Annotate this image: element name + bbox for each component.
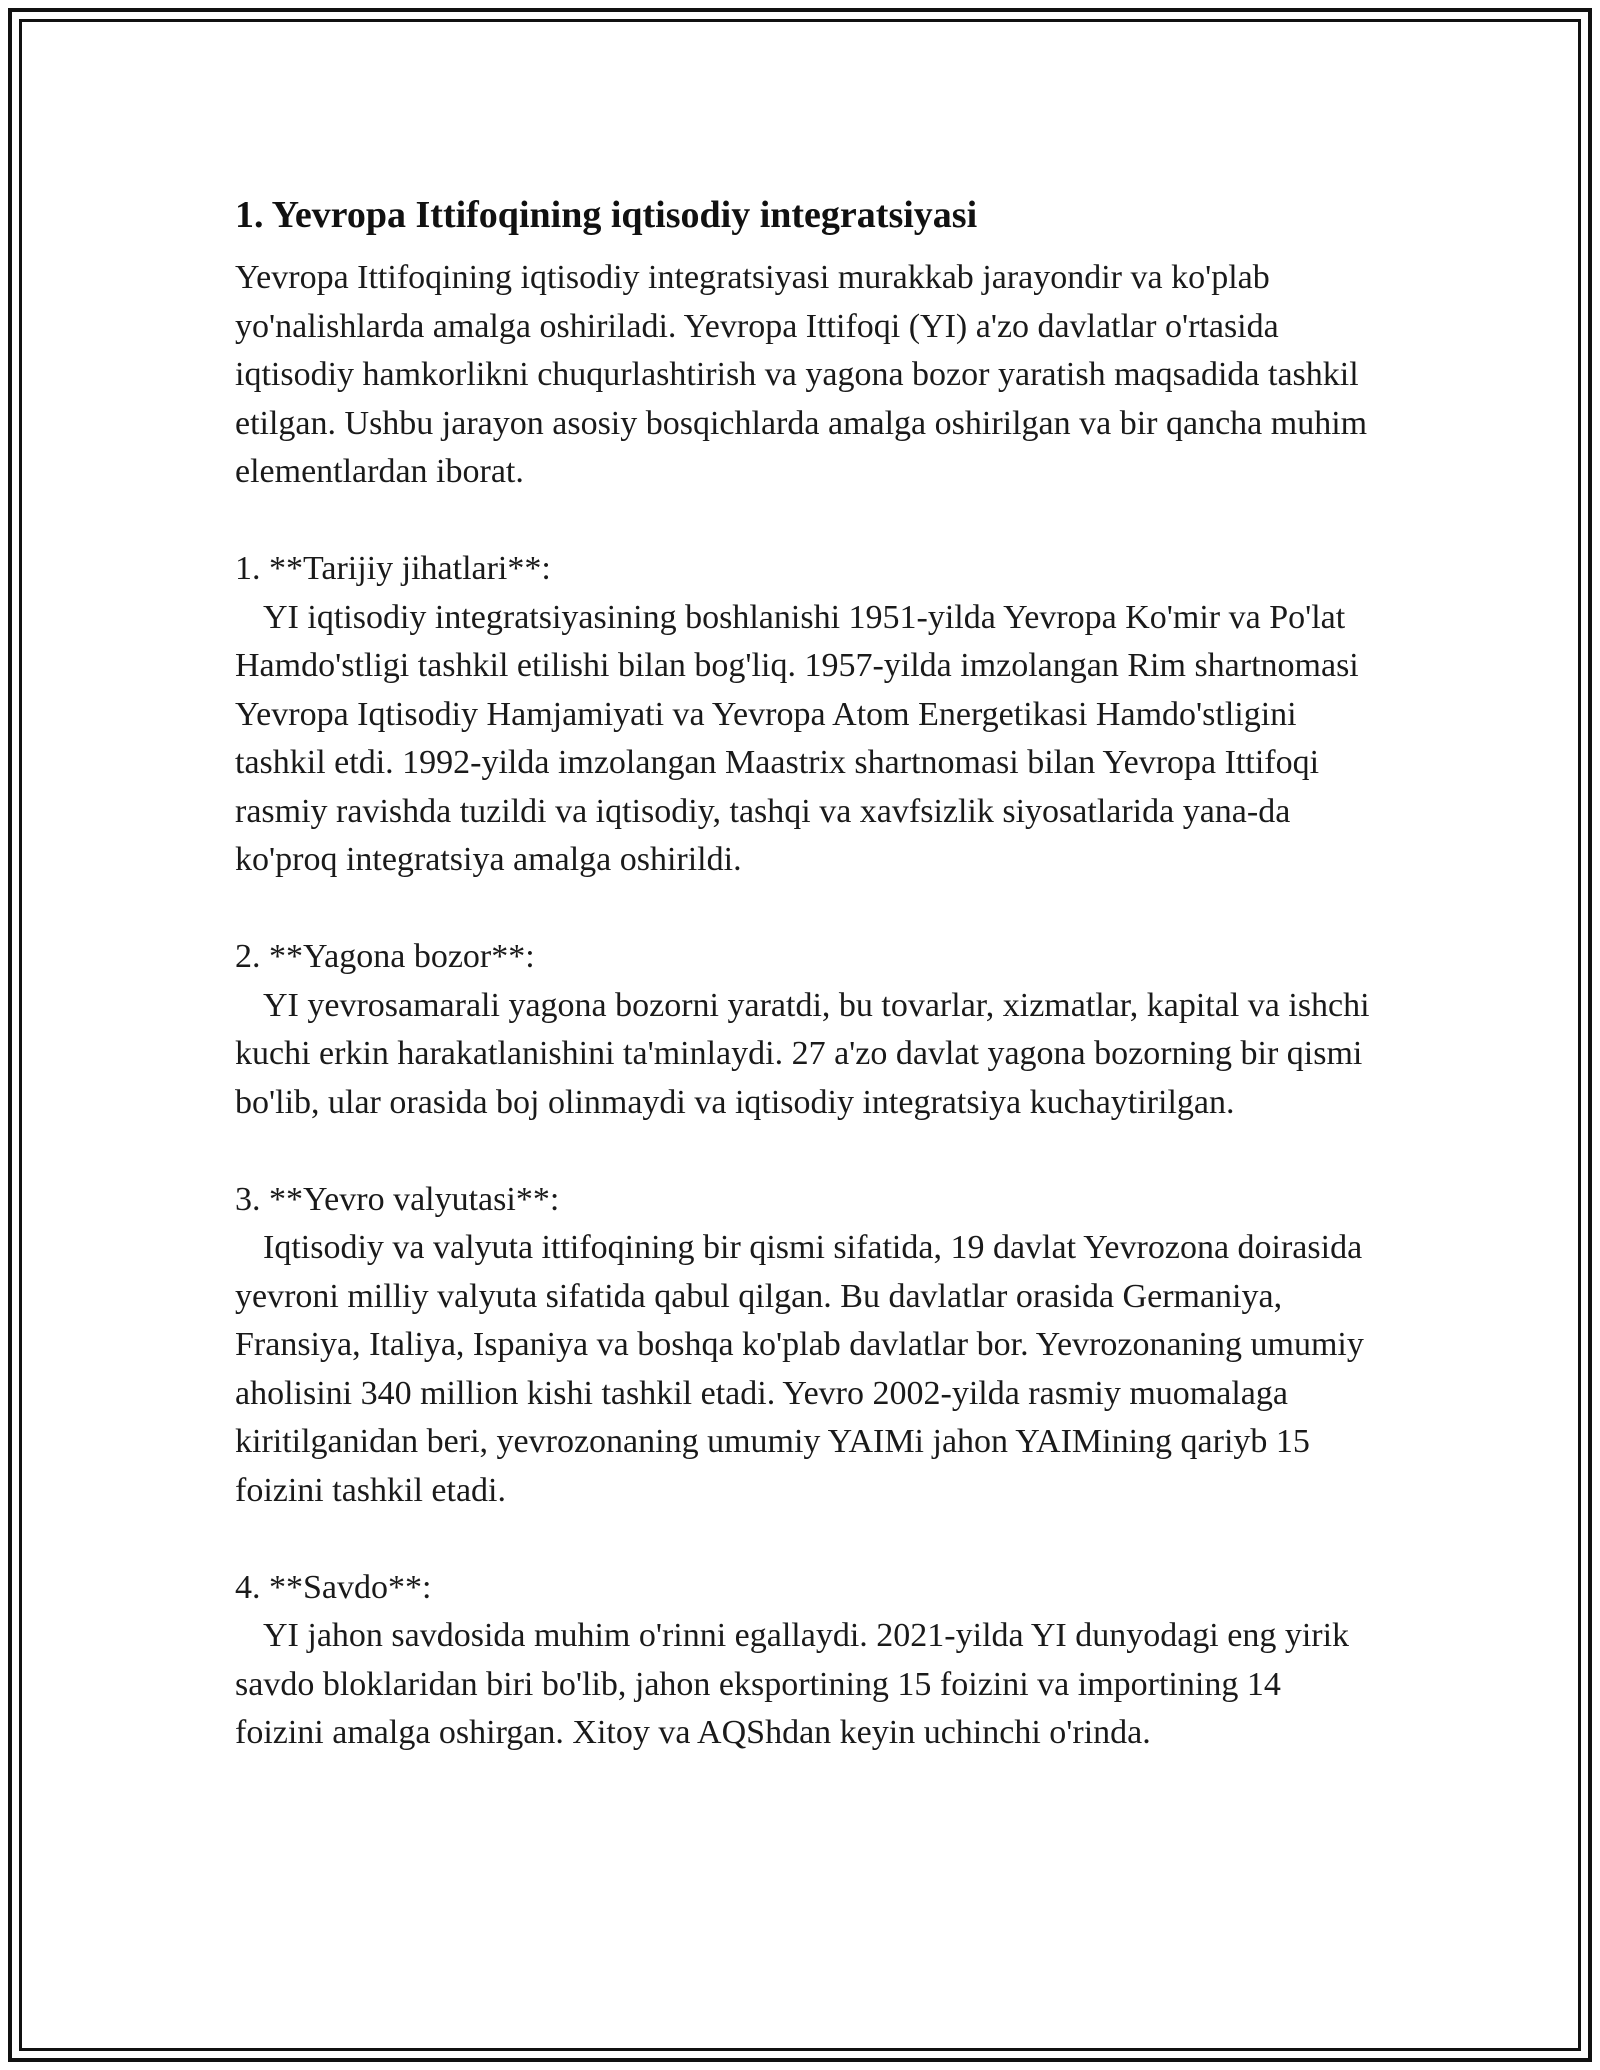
section-heading: 2. **Yagona bozor**: — [235, 938, 535, 975]
section-euro-currency — [235, 1176, 1375, 1516]
section-trade — [235, 1564, 1375, 1758]
intro-paragraph: Yevropa Ittifoqining iqtisodiy integratsiyasi murakkab jarayondir va ko'plab yo'nalishlarda amalga oshiriladi. Yevropa Ittifoqi (YI) a'zo davlatlar o'rtasida iqtisodiy hamkorlikni chuqurlashtirish va yagona bozor yaratish maqsadida tashkil etilgan. Ushbu jarayon asosiy bosqichlarda amalga oshirilgan va bir qancha muhim elementlardan iborat. — [235, 259, 1368, 490]
section-heading: 1. **Tarijiy jihatlari**: — [235, 550, 551, 587]
section-body: YI yevrosamarali yagona bozorni yaratdi, bu tovarlar, xizmatlar, kapital va ishchi kuchi erkin harakatlanishini ta'minlaydi. 27 a'zo davlat yagona bozorning bir qismi bo'lib, ular orasida boj olinmaydi va iqtisodiy integratsiya kuchaytirilgan. — [235, 986, 1370, 1121]
section-history — [235, 545, 1375, 885]
section-body: Iqtisodiy va valyuta ittifoqining bir qismi sifatida, 19 davlat Yevrozona doirasida yevroni milliy valyuta sifatida qabul qilgan. Bu davlatlar orasida Germaniya, Fransiya, Italiya, Ispaniya va boshqa ko'plab davlatlar bor. Yevrozonaning umumiy aholisini 340 million kishi tashkil etadi. Yevro 2002-yilda rasmiy muomalaga kiritilganidan beri, yevrozonaning umumiy YAIMi jahon YAIMining qariyb 15 foizini tashkil etadi. — [235, 1229, 1364, 1509]
document-title: 1. Yevropa Ittifoqining iqtisodiy integratsiyasi — [235, 194, 978, 236]
section-single-market — [235, 933, 1375, 1127]
section-heading: 4. **Savdo**: — [235, 1568, 432, 1606]
document-body — [235, 182, 1375, 1758]
section-body: YI jahon savdosida muhim o'rinni egallaydi. 2021-yilda YI dunyodagi eng yirik savdo bloklaridan biri bo'lib, jahon eksportining 15 foizini va importining 14 foizini amalga oshirgan. Xitoy va AQShdan keyin uchinchi o'rinda. — [235, 1617, 1350, 1751]
section-body: YI iqtisodiy integratsiyasining boshlanishi 1951-yilda Yevropa Ko'mir va Po'lat Hamdo'stligi tashkil etilishi bilan bog'liq. 1957-yilda imzolangan Rim shartnomasi Yevropa Iqtisodiy Hamjamiyati va Yevropa Atom Energetikasi Hamdo'stligini tashkil etdi. 1992-yilda imzolangan Maastrix shartnomasi bilan Yevropa Ittifoqi rasmiy ravishda tuzildi va iqtisodiy, tashqi va xavfsizlik siyosatlarida yana-da ko'proq integratsiya amalga oshirildi. — [235, 598, 1359, 878]
section-heading: 3. **Yevro valyutasi**: — [235, 1180, 560, 1218]
